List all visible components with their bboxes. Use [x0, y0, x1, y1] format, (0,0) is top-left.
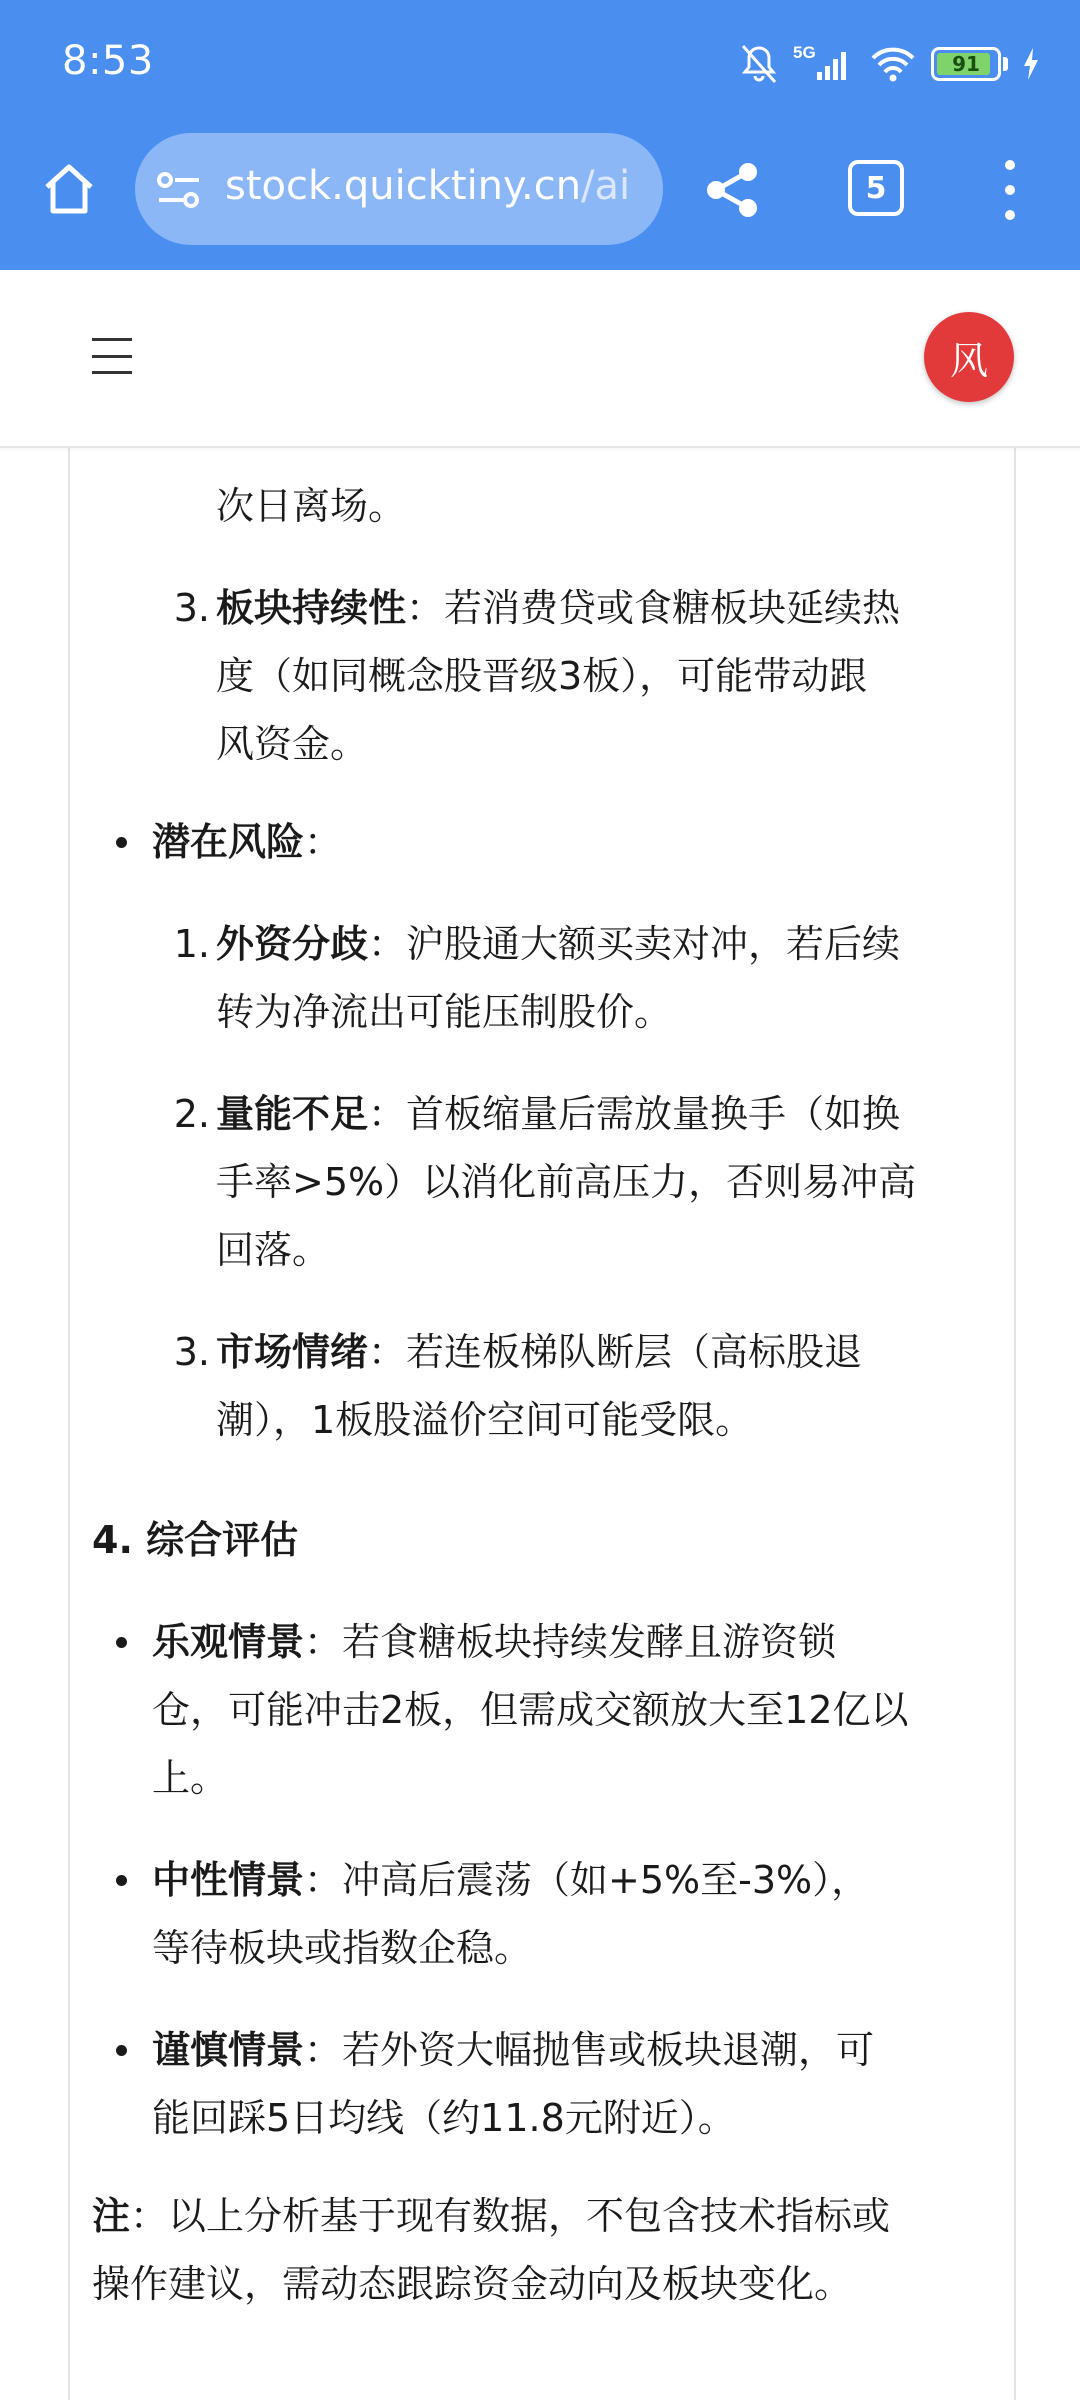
bullet-item: 谨慎情景：若外资大幅抛售或板块退潮，可 — [152, 2028, 875, 2072]
list-item-line: 潮），1板股溢价空间可能受限。 — [216, 1398, 754, 1442]
list-item: 量能不足：首板缩量后需放量换手（如换 — [216, 1092, 901, 1136]
list-item: 板块持续性：若消费贷或食糖板块延续热 — [216, 586, 901, 630]
hamburger-menu-icon[interactable] — [92, 338, 132, 374]
section-heading: 4. 综合评估 — [92, 1518, 299, 1562]
list-number: 2. — [173, 1092, 210, 1136]
list-item-line: 手率>5%）以消化前高压力，否则易冲高 — [216, 1160, 917, 1204]
url-host: stock.quicktiny.cn — [225, 163, 582, 209]
list-number: 1. — [173, 922, 210, 966]
url-path: /ai — [581, 163, 631, 209]
list-number: 3. — [173, 1330, 210, 1374]
bullet — [116, 2045, 127, 2056]
note-paragraph: 注：以上分析基于现有数据，不包含技术指标或 — [92, 2194, 891, 2238]
list-item-line: 转为净流出可能压制股价。 — [216, 990, 673, 1034]
list-number: 3. — [173, 586, 210, 630]
list-item-line: 回落。 — [216, 1228, 331, 1272]
item-title: 板块持续性 — [216, 586, 407, 630]
list-item: 外资分歧：沪股通大额买卖对冲，若后续 — [216, 922, 901, 966]
list-item-line: 风资金。 — [216, 722, 369, 766]
battery-level: 91 — [952, 52, 980, 76]
list-item: 市场情绪：若连板梯队断层（高标股退 — [216, 1330, 863, 1374]
bullet — [116, 1875, 127, 1886]
site-header — [0, 270, 1080, 448]
bullet-item-line: 能回踩5日均线（约11.8元附近）。 — [152, 2096, 736, 2140]
bullet-item-line: 等待板块或指数企稳。 — [152, 1926, 533, 1970]
bullet — [116, 837, 127, 848]
bullet-item: 潜在风险： — [152, 820, 343, 864]
bullet-title: 潜在风险 — [152, 820, 305, 864]
bullet-item: 乐观情景：若食糖板块持续发酵且游资锁 — [152, 1620, 837, 1664]
network-type-label: 5G — [793, 43, 816, 62]
user-avatar[interactable]: 风 — [924, 312, 1014, 402]
status-time: 8:53 — [62, 38, 154, 84]
bullet-item-line: 上。 — [152, 1756, 229, 1800]
list-item-continuation: 次日离场。 — [216, 484, 407, 528]
bullet-item: 中性情景：冲高后震荡（如+5%至-3%）， — [152, 1858, 870, 1902]
tab-count: 5 — [865, 170, 887, 206]
bullet — [116, 1637, 127, 1648]
note-title: 注 — [92, 2194, 131, 2238]
note-line: 操作建议，需动态跟踪资金动向及板块变化。 — [92, 2262, 853, 2306]
list-item-line: 度（如同概念股晋级3板），可能带动跟 — [216, 654, 868, 698]
bullet-item-line: 仓，可能冲击2板，但需成交额放大至12亿以 — [152, 1688, 909, 1732]
